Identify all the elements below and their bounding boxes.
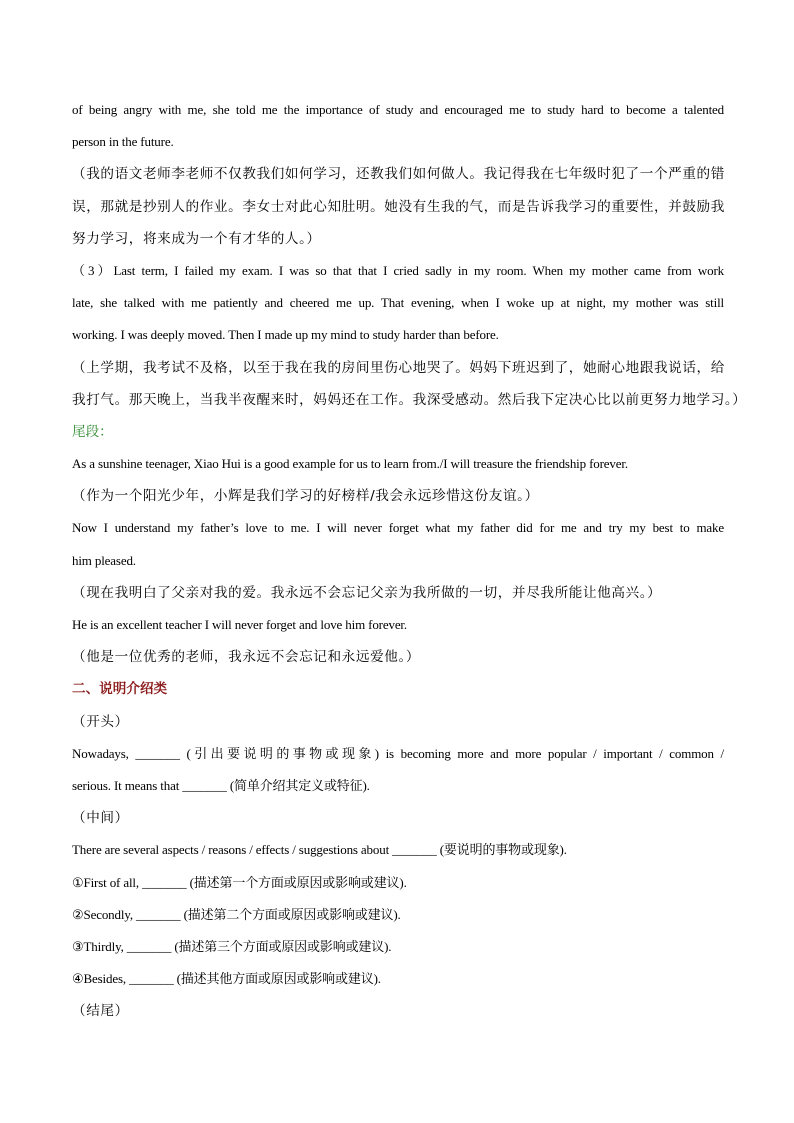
- text-line: （我的语文老师李老师不仅教我们如何学习，还教我们如何做人。我记得我在七年级时犯了一个严重的错: [72, 166, 725, 183]
- text-line: （作为一个阳光少年，小辉是我们学习的好榜样/我会永远珍惜这份友谊。）: [72, 488, 539, 505]
- text-line: of being angry with me, she told me the importance of study and encouraged me to study hard to become a talented: [72, 102, 724, 117]
- text-line: late, she talked with me patiently and cheered me up. That evening, when I woke up at night, my mother was still: [72, 295, 724, 311]
- text-line: 我打气。那天晚上，当我半夜醒来时，妈妈还在工作。我深受感动。然后我下定决心比以前更努力地学习。）: [72, 391, 747, 408]
- section-heading-ending: 尾段：: [72, 423, 113, 440]
- section-heading-explanation: 二、说明介绍类: [72, 681, 168, 698]
- list-item: ③Thirdly, _______ (描述第三个方面或原因或影响或建议).: [72, 938, 392, 954]
- subheading-ending: （结尾）: [72, 1003, 129, 1020]
- text-line: 努力学习，将来成为一个有才华的人。）: [72, 230, 321, 247]
- list-item: ①First of all, _______ (描述第一个方面或原因或影响或建议).: [72, 874, 407, 890]
- text-line: （3）Last term, I failed my exam. I was so that that I cried sadly in my room. When my mother came from work: [72, 262, 724, 278]
- text-line: （他是一位优秀的老师，我永远不会忘记和永远爱他。）: [72, 649, 421, 666]
- text-line: （上学期，我考试不及格，以至于我在我的房间里伤心地哭了。妈妈下班迟到了，她耐心地跟我说话，给: [72, 359, 725, 376]
- list-item: ②Secondly, _______ (描述第二个方面或原因或影响或建议).: [72, 906, 401, 922]
- subheading-middle: （中间）: [72, 810, 129, 827]
- list-item: ④Besides, _______ (描述其他方面或原因或影响或建议).: [72, 971, 381, 987]
- text-line: （现在我明白了父亲对我的爱。我永远不会忘记父亲为我所做的一切，并尽我所能让他高兴。）: [72, 584, 662, 601]
- text-line: As a sunshine teenager, Xiao Hui is a good example for us to learn from./I will treasure the friendship forever.: [72, 456, 628, 472]
- text-line: Now I understand my father’s love to me. I will never forget what my father did for me and try my best to make: [72, 520, 724, 536]
- text-line: him pleased.: [72, 552, 136, 568]
- subheading-opening: （开头）: [72, 713, 129, 730]
- text-line: serious. It means that _______ (简单介绍其定义或特征).: [72, 777, 370, 793]
- text-line: There are several aspects / reasons / effects / suggestions about _______ (要说明的事物或现象).: [72, 842, 567, 858]
- document-page: [72, 97, 747, 1030]
- text-line: 误，那就是抄别人的作业。李女士对此心知肚明。她没有生我的气，而是告诉我学习的重要性，并鼓励我: [72, 198, 725, 215]
- text-line: working. I was deeply moved. Then I made up my mind to study harder than before.: [72, 327, 499, 343]
- text-line: person in the future.: [72, 134, 174, 150]
- text-line: He is an excellent teacher I will never forget and love him forever.: [72, 617, 407, 632]
- text-line: Nowadays, _______ (引出要说明的事物或现象) is becoming more and more popular / important / common /: [72, 745, 724, 761]
